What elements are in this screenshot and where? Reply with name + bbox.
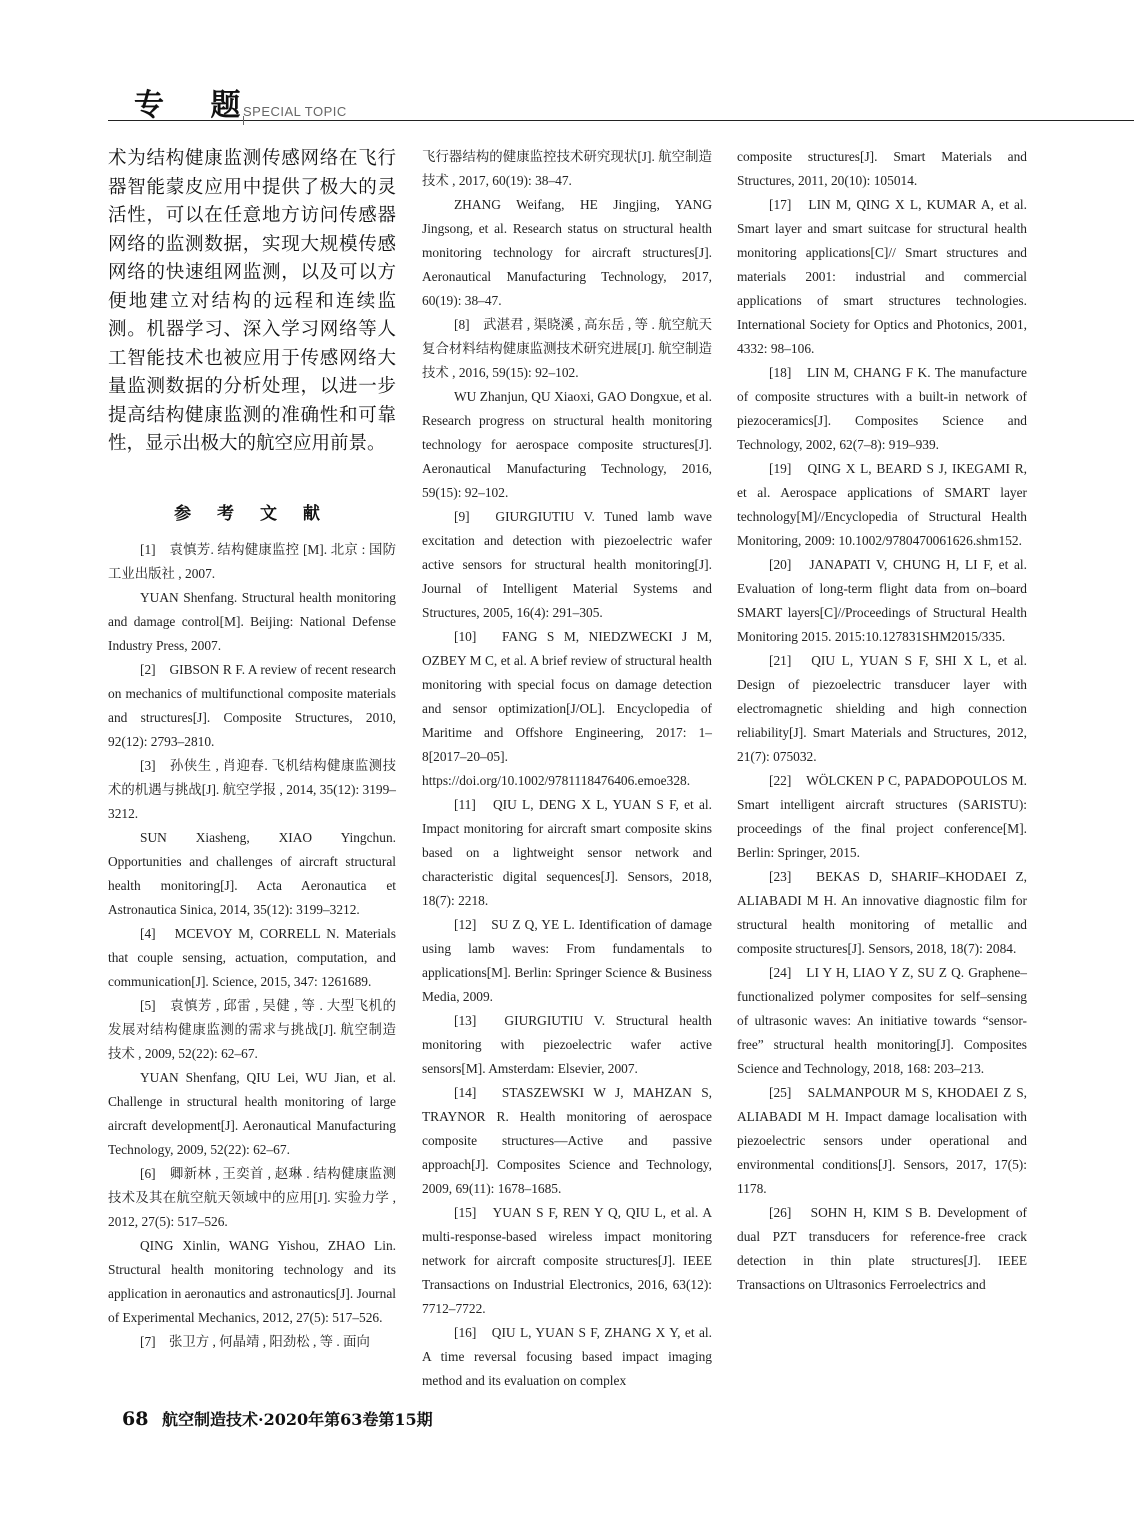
body-text: [108, 145, 396, 459]
reference-item: [13] GIURGIUTIU V. Structural health monitoring with piezoelectric wafer active sensors[M]. Amsterdam: Elsevier, 2007.: [422, 1013, 712, 1076]
reference-item: [26] SOHN H, KIM S B. Development of dual PZT transducers for reference-free crack detection in thin plate structures[J]. IEEE Transactions on Ultrasonics Ferroelectrics and: [737, 1205, 1027, 1292]
reference-item: [22] WÖLCKEN P C, PAPADOPOULOS M. Smart intelligent aircraft structures (SARISTU): proceedings of the final project conference[M]. Berlin: Springer, 2015.: [737, 773, 1027, 860]
reference-item: [9] GIURGIUTIU V. Tuned lamb wave excitation and detection with piezoelectric wafer active sensors for structural health monitoring[J]. Journal of Intelligent Material Systems and Structures, 2005, 16(4): 291–305.: [422, 509, 712, 620]
reference-item: [2] GIBSON R F. A review of recent research on mechanics of multifunctional composite materials and structures[J]. Composite Structures, 2010, 92(12): 2793–2810.: [108, 661, 396, 749]
reference-item: [14] STASZEWSKI W J, MAHZAN S, TRAYNOR R. Health monitoring of aerospace composite structures—Active and passive approach[J]. Composites Science and Technology, 2009, 69(11): 1678–1685.: [422, 1085, 712, 1196]
reference-item: [18] LIN M, CHANG F K. The manufacture of composite structures with a built-in network of piezoceramics[J]. Composites Science and Technology, 2002, 62(7–8): 919–939.: [737, 365, 1027, 452]
reference-item: [10] FANG S M, NIEDZWECKI J M, OZBEY M C, et al. A brief review of structural health monitoring with special focus on damage detection and sensor optimization[J/OL]. Encyclopedia of Maritime and Offshore Engineering, 2017: 1–8[2017–20–05]. https://doi.org/10.1002/9781118476406.emoe328.: [422, 629, 712, 788]
reference-item: [15] YUAN S F, REN Y Q, QIU L, et al. A multi-response-based wireless impact monitoring network for aircraft composite structures[J]. IEEE Transactions on Industrial Electronics, 2016, 63(12): 7712–7722.: [422, 1205, 712, 1316]
reference-item: [5] 袁慎芳 , 邱雷 , 吴健 , 等 . 大型飞机的发展对结构健康监测的需求与挑战[J]. 航空制造技术 , 2009, 52(22): 62–67.: [108, 997, 396, 1061]
reference-list-right: [737, 145, 1027, 1297]
column-left: [108, 145, 396, 1354]
reference-item: YUAN Shenfang, QIU Lei, WU Jian, et al. Challenge in structural health monitoring of large aircraft development[J]. Aeronautical Manufacturing Technology, 2009, 52(22): 62–67.: [108, 1069, 396, 1157]
reference-item: [16] QIU L, YUAN S F, ZHANG X Y, et al. A time reversal focusing based impact imaging method and its evaluation on complex: [422, 1325, 712, 1388]
journal-info: 航空制造技术·2020年第63卷第15期: [162, 1410, 433, 1429]
reference-item: [24] LI Y H, LIAO Y Z, SU Z Q. Graphene–functionalized polymer composites for self–sensing of ultrasonic waves: An initiative towards “sensor-free” structural health monitoring[J]. Composites Science and Technology, 2018, 168: 203–213.: [737, 965, 1027, 1076]
page-header: [0, 80, 1134, 125]
page-number: 68: [122, 1408, 149, 1430]
reference-item: [17] LIN M, QING X L, KUMAR A, et al. Smart layer and smart suitcase for structural health monitoring applications[C]// Smart structures and materials 2001: industrial and commercial applications of smart structures technologies. International Society for Optics and Photonics, 2001, 4332: 98–106.: [737, 197, 1027, 356]
reference-item: [23] BEKAS D, SHARIF–KHODAEI Z, ALIABADI M H. An innovative diagnostic film for structural health monitoring of metallic and composite structures[J]. Sensors, 2018, 18(7): 2084.: [737, 869, 1027, 956]
column-right: [737, 145, 1027, 1297]
reference-item: [20] JANAPATI V, CHUNG H, LI F, et al. Evaluation of long-term flight data from on–board SMART layers[C]//Proceedings of Structural Health Monitoring 2015. 2015:10.127831SHM2015/335.: [737, 557, 1027, 644]
reference-list-middle: [422, 145, 712, 1393]
section-subtitle: SPECIAL TOPIC: [243, 104, 347, 119]
page-footer: [122, 1407, 433, 1430]
header-divider: [243, 116, 244, 125]
reference-item: [6] 卿新林 , 王奕首 , 赵琳 . 结构健康监测技术及其在航空航天领域中的应用[J]. 实验力学 , 2012, 27(5): 517–526.: [108, 1165, 396, 1229]
reference-item: [11] QIU L, DENG X L, YUAN S F, et al. Impact monitoring for aircraft smart composite skins based on a lightweight sensor network and characteristic digital sequences[J]. Sensors, 2018, 18(7): 2218.: [422, 797, 712, 908]
reference-item: [3] 孙侠生 , 肖迎春. 飞机结构健康监测技术的机遇与挑战[J]. 航空学报 , 2014, 35(12): 3199–3212.: [108, 757, 396, 821]
column-middle: [422, 145, 712, 1393]
reference-item: [8] 武湛君 , 渠晓溪 , 高东岳 , 等 . 航空航天复合材料结构健康监测技术研究进展[J]. 航空制造技术 , 2016, 59(15): 92–102.: [422, 317, 712, 380]
reference-item: composite structures[J]. Smart Materials and Structures, 2011, 20(10): 105014.: [737, 149, 1027, 188]
reference-item: WU Zhanjun, QU Xiaoxi, GAO Dongxue, et al. Research progress on structural health monitoring technology for aerospace composite structures[J]. Aeronautical Manufacturing Technology, 2016, 59(15): 92–102.: [422, 389, 712, 500]
reference-item: [1] 袁慎芳. 结构健康监控 [M]. 北京 : 国防工业出版社 , 2007.: [108, 541, 396, 581]
reference-item: [25] SALMANPOUR M S, KHODAEI Z S, ALIABADI M H. Impact damage localisation with piezoelectric sensors under operational and environmental conditions[J]. Sensors, 2017, 17(5): 1178.: [737, 1085, 1027, 1196]
reference-item: [4] MCEVOY M, CORRELL N. Materials that couple sensing, actuation, computation, and communication[J]. Science, 2015, 347: 1261689.: [108, 925, 396, 989]
reference-item: QING Xinlin, WANG Yishou, ZHAO Lin. Structural health monitoring technology and its application in aeronautics and astronautics[J]. Journal of Experimental Mechanics, 2012, 27(5): 517–526.: [108, 1237, 396, 1325]
reference-item: [21] QIU L, YUAN S F, SHI X L, et al. Design of piezoelectric transducer layer with electromagnetic shielding and high connection reliability[J]. Smart Materials and Structures, 2012, 21(7): 075032.: [737, 653, 1027, 764]
reference-item: [19] QING X L, BEARD S J, IKEGAMI R, et al. Aerospace applications of SMART layer technology[M]//Encyclopedia of Structural Health Monitoring, 2009: 10.1002/9780470061626.shm152.: [737, 461, 1027, 548]
section-title: 专 题: [134, 88, 259, 123]
reference-list-left: [108, 538, 396, 1354]
references-heading: 参 考 文 献: [174, 503, 330, 524]
reference-item: SUN Xiasheng, XIAO Yingchun. Opportunities and challenges of aircraft structural health monitoring[J]. Acta Aeronautica et Astronautica Sinica, 2014, 35(12): 3199–3212.: [108, 829, 396, 917]
header-rule: [108, 120, 1134, 121]
reference-item: [7] 张卫方 , 何晶靖 , 阳劲松 , 等 . 面向: [140, 1333, 370, 1349]
reference-item: [12] SU Z Q, YE L. Identification of damage using lamb waves: From fundamentals to applications[M]. Berlin: Springer Science & Business Media, 2009.: [422, 917, 712, 1004]
reference-item: 飞行器结构的健康监控技术研究现状[J]. 航空制造技术 , 2017, 60(19): 38–47.: [422, 149, 712, 188]
reference-item: YUAN Shenfang. Structural health monitoring and damage control[M]. Beijing: National Defense Industry Press, 2007.: [108, 589, 396, 653]
reference-item: ZHANG Weifang, HE Jingjing, YANG Jingsong, et al. Research status on structural health monitoring technology for aircraft structures[J]. Aeronautical Manufacturing Technology, 2017, 60(19): 38–47.: [422, 197, 712, 308]
body-paragraph: 术为结构健康监测传感网络在飞行器智能蒙皮应用中提供了极大的灵活性，可以在任意地方访问传感器网络的监测数据，实现大规模传感网络的快速组网监测，以及可以方便地建立对结构的远程和连续监测。机器学习、深入学习网络等人工智能技术也被应用于传感网络大量监测数据的分析处理，以进一步提高结构健康监测的准确性和可靠性，显示出极大的航空应用前景。: [108, 148, 396, 454]
